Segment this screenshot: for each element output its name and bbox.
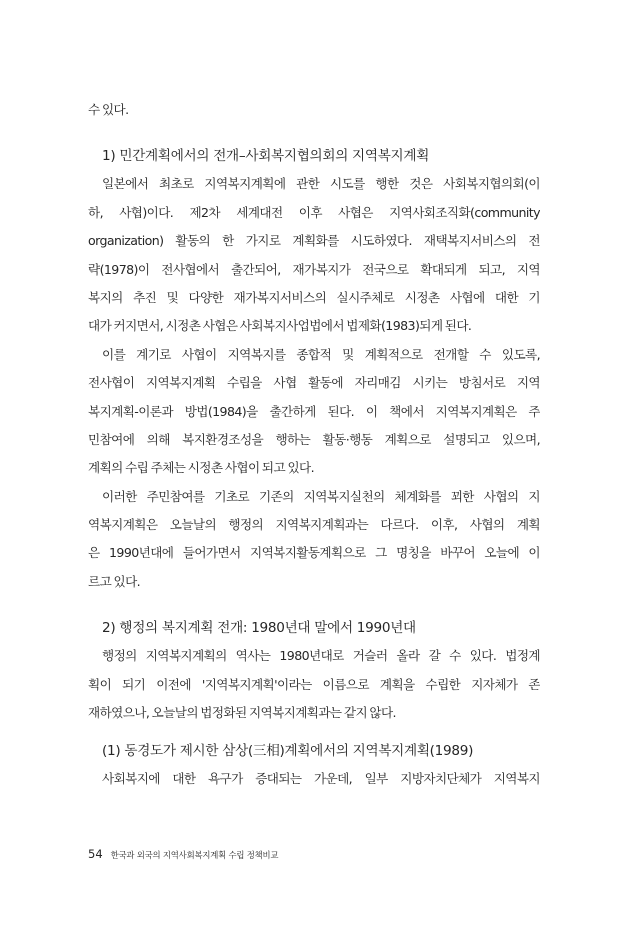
- paragraph-line: 사회복지에 대한 욕구가 증대되는 가운데, 일부 지방자치단체가 지역복지: [102, 771, 540, 787]
- paragraph-line: 전사협이 지역복지계획 수립을 사협 활동에 자리매김 시키는 방침서로 지역: [88, 375, 540, 391]
- paragraph-line: 하, 사협)이다. 제2차 세계대전 이후 사협은 지역사회조직화(community: [88, 204, 540, 220]
- paragraph-line: 복지계획-이론과 방법(1984)을 출간하게 된다. 이 책에서 지역복지계획은 주: [88, 403, 540, 419]
- subsection-heading-1: (1) 동경도가 제시한 삼상(三相)계획에서의 지역복지계획(1989): [102, 743, 474, 760]
- subsection-1-paragraphs: [88, 765, 540, 793]
- running-title: 한국과 외국의 지역사회복지계획 수립 정책비교: [110, 850, 279, 860]
- paragraph-line: 행정의 지역복지계획의 역사는 1980년대로 거슬러 올라 갈 수 있다. 법정계: [102, 648, 540, 664]
- paragraph-line: 략(1978)이 전사협에서 출간되어, 재가복지가 전국으로 확대되게 되고, 지역: [88, 261, 540, 277]
- paragraph-line: 이러한 주민참여를 기초로 기존의 지역복지실천의 체계화를 꾀한 사협의 지: [102, 488, 540, 504]
- body-text: [88, 96, 540, 794]
- paragraph-line: 역복지계획은 오늘날의 행정의 지역복지계획과는 다르다. 이후, 사협의 계획: [88, 517, 540, 533]
- paragraph-line: 르고 있다.: [88, 573, 141, 589]
- paragraph-line: 재하였으나, 오늘날의 법정화된 지역복지계획과는 같지 않다.: [88, 705, 396, 721]
- paragraph-line: 이를 계기로 사협이 지역복지를 종합적 및 계획적으로 전개할 수 있도록,: [102, 346, 540, 362]
- paragraph-line: 일본에서 최초로 지역복지계획에 관한 시도를 행한 것은 사회복지협의회(이: [102, 176, 540, 192]
- section-heading-2: 2) 행정의 복지계획 전개: 1980년대 말에서 1990년대: [102, 620, 416, 637]
- section-heading-1: 1) 민간계획에서의 전개–사회복지협의회의 지역복지계획: [102, 148, 430, 165]
- paragraph-line: 대가 커지면서, 시정촌 사협은 사회복지사업법에서 법제화(1983)되게 된다.: [88, 318, 472, 334]
- opening-line: 수 있다.: [88, 102, 129, 117]
- page-number: 54: [88, 847, 103, 861]
- section-1-paragraphs: [88, 170, 540, 596]
- paragraph-line: organization) 활동의 한 가지로 계획화를 시도하였다. 재택복지서비스의 전: [88, 233, 540, 249]
- paragraph-line: 계획의 수립 주체는 시정촌 사협이 되고 있다.: [88, 460, 315, 476]
- paragraph-line: 복지의 추진 및 다양한 재가복지서비스의 실시주체로 시정촌 사협에 대한 기: [88, 289, 540, 305]
- paragraph-line: 획이 되기 이전에 '지역복지계획'이라는 이름으로 계획을 수립한 지자체가 존: [88, 676, 540, 692]
- page-footer: [88, 847, 278, 861]
- paragraph-line: 민참여에 의해 복지환경조성을 행하는 활동·행동 계획으로 설명되고 있으며,: [88, 431, 540, 447]
- paragraph-line: 은 1990년대에 들어가면서 지역복지활동계획으로 그 명칭을 바꾸어 오늘에 이: [88, 545, 540, 561]
- section-2-paragraphs: [88, 642, 540, 727]
